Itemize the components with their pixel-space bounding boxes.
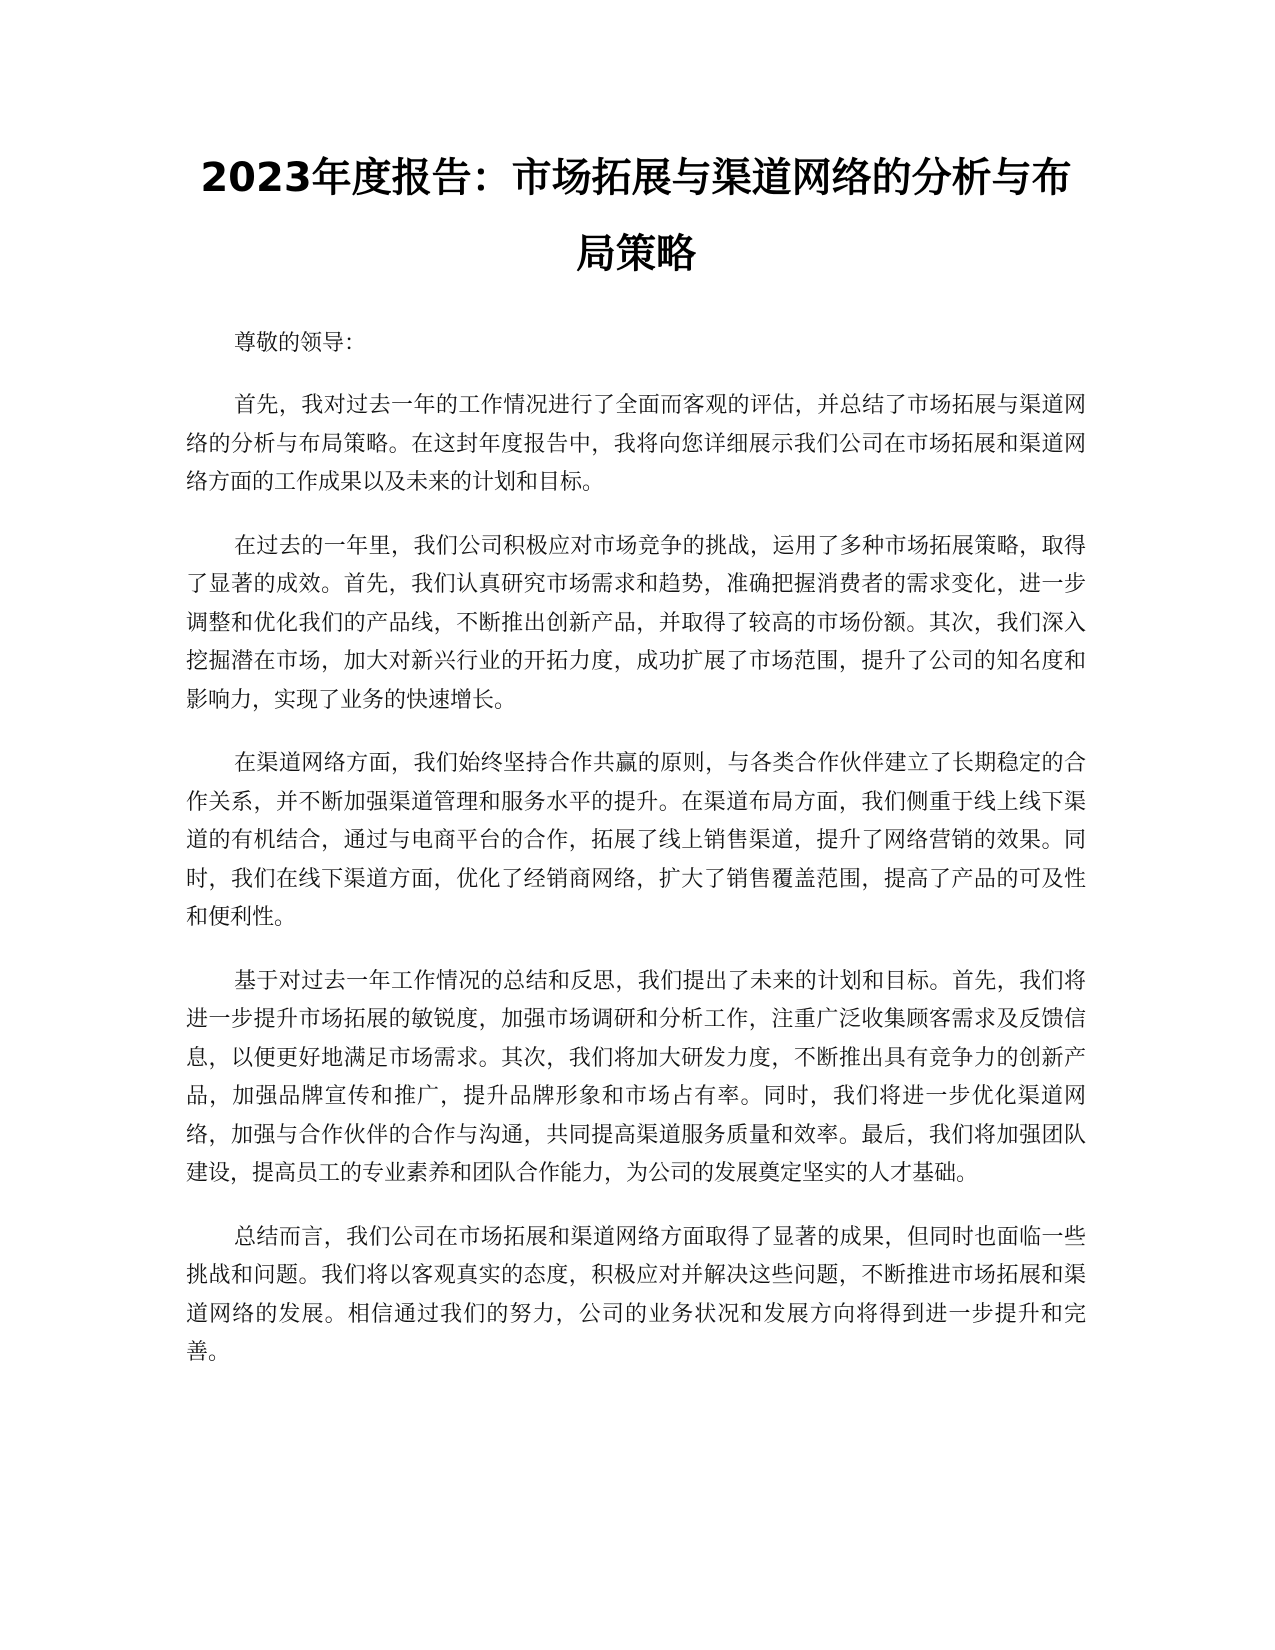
paragraph-3: 在渠道网络方面，我们始终坚持合作共赢的原则，与各类合作伙伴建立了长期稳定的合作关系，并不断加强渠道管理和服务水平的提升。在渠道布局方面，我们侧重于线上线下渠道的有机结合，通过与电商平台的合作，拓展了线上销售渠道，提升了网络营销的效果。同时，我们在线下渠道方面，优化了经销商网络，扩大了销售覆盖范围，提高了产品的可及性和便利性。 bbox=[186, 751, 1086, 930]
paragraph-4: 基于对过去一年工作情况的总结和反思，我们提出了未来的计划和目标。首先，我们将进一步提升市场拓展的敏锐度，加强市场调研和分析工作，注重广泛收集顾客需求及反馈信息，以便更好地满足市场需求。其次，我们将加大研发力度，不断推出具有竞争力的创新产品，加强品牌宣传和推广，提升品牌形象和市场占有率。同时，我们将进一步优化渠道网络，加强与合作伙伴的合作与沟通，共同提高渠道服务质量和效率。最后，我们将加强团队建设，提高员工的专业素养和团队合作能力，为公司的发展奠定坚实的人才基础。 bbox=[186, 968, 1086, 1186]
paragraph-2: 在过去的一年里，我们公司积极应对市场竞争的挑战，运用了多种市场拓展策略，取得了显著的成效。首先，我们认真研究市场需求和趋势，准确把握消费者的需求变化，进一步调整和优化我们的产品线，不断推出创新产品，并取得了较高的市场份额。其次，我们深入挖掘潜在市场，加大对新兴行业的开拓力度，成功扩展了市场范围，提升了公司的知名度和影响力，实现了业务的快速增长。 bbox=[186, 533, 1086, 713]
document-title: 2023年度报告：市场拓展与渠道网络的分析与布局策略 bbox=[200, 155, 1072, 277]
paragraph-1: 首先，我对过去一年的工作情况进行了全面而客观的评估，并总结了市场拓展与渠道网络的分析与布局策略。在这封年度报告中，我将向您详细展示我们公司在市场拓展和渠道网络方面的工作成果以及未来的计划和目标。 bbox=[186, 393, 1086, 495]
salutation: 尊敬的领导： bbox=[234, 331, 367, 356]
paragraph-5: 总结而言，我们公司在市场拓展和渠道网络方面取得了显著的成果，但同时也面临一些挑战和问题。我们将以客观真实的态度，积极应对并解决这些问题，不断推进市场拓展和渠道网络的发展。相信通过我们的努力，公司的业务状况和发展方向将得到进一步提升和完善。 bbox=[186, 1224, 1086, 1365]
document-page bbox=[186, 140, 1086, 1373]
